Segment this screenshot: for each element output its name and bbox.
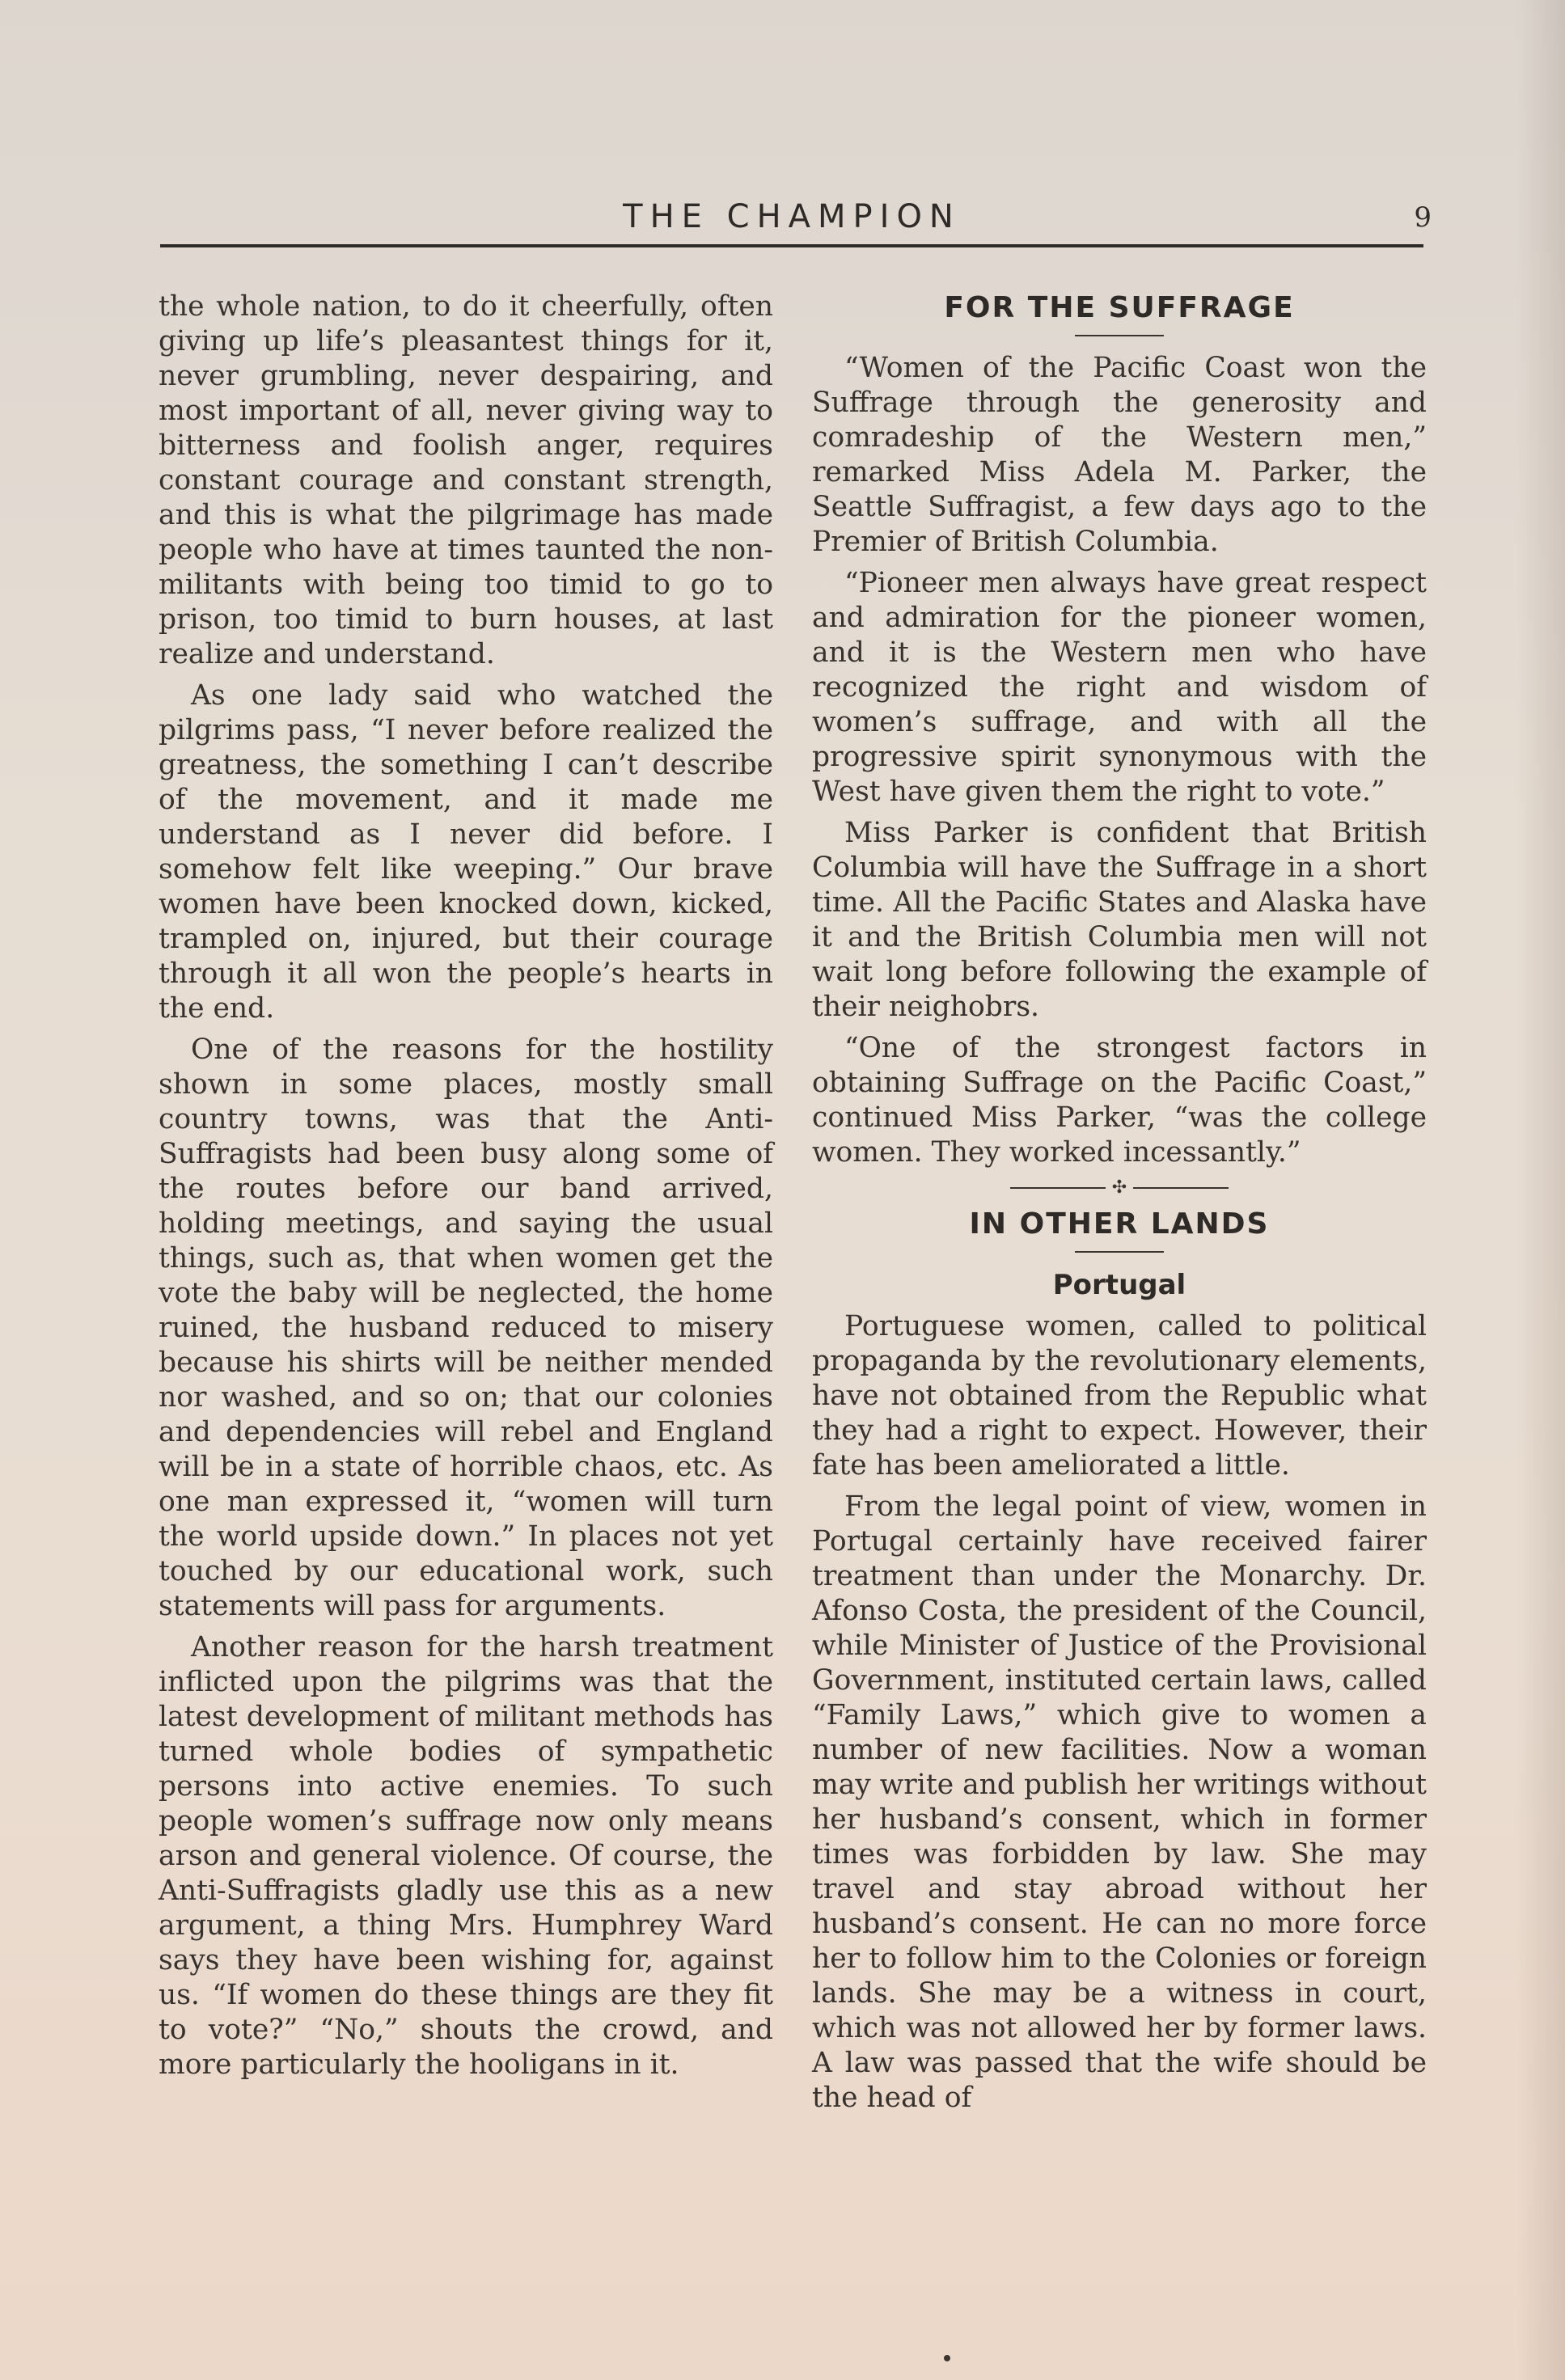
suffrage-paragraph-1: “Women of the Pacific Coast won the Suffrage through the generosity and comradeship of the Western men,” remarked Miss Adela M. Parker, the Seattle Suffragist, a few days ago to the Premier of British Columbia. <box>812 352 1427 558</box>
suffrage-heading: FOR THE SUFFRAGE <box>944 291 1295 324</box>
suffrage-heading-rule <box>1075 335 1164 336</box>
left-paragraph-2: As one lady said who watched the pilgrims pass, “I never before realized the greatness, the something I can’t describe of the movement, and it made me understand as I never did before. I somehow felt like weeping.” Our brave women have been knocked down, kicked, trampled on, injured, but their courage through it all won the people’s hearts in the end. <box>159 679 773 1025</box>
portugal-paragraph-1: Portuguese women, called to political propaganda by the revolutionary elements, have not obtained from the Republic what they had a right to expect. However, their fate has been ameliorated a little. <box>812 1310 1427 1482</box>
portugal-paragraph-2: From the legal point of view, women in Portugal certainly have received fairer treatment than under the Monarchy. Dr. Afonso Costa, the president of the Council, while Minister of Justice of the Provisional Government, instituted certain laws, called “Family Laws,” which give to women a number of new facilities. Now a woman may write and publish her writings without her husband’s consent, which in former times was forbidden by law. She may travel and stay abroad without her husband’s consent. He can no more force her to follow him to the Colonies or foreign lands. She may be a witness in court, which was not allowed her by former laws. A law was passed that the wife should be the head of <box>812 1490 1427 2114</box>
suffrage-paragraph-4: “One of the strongest factors in obtaining Suffrage on the Pacific Coast,” continued Miss Parker, “was the college women. They worked incessantly.” <box>812 1032 1427 1169</box>
header-rule <box>160 244 1423 247</box>
right-column <box>812 290 1427 2122</box>
portugal-subheading: Portugal <box>1052 1269 1186 1301</box>
section-divider-ornament: ✣ <box>1010 1178 1229 1198</box>
left-paragraph-1: the whole nation, to do it cheerfully, often giving up life’s pleasantest things for it, never grumbling, never despairing, and most important of all, never giving way to bitterness and foolish anger, requires constant courage and constant strength, and this is what the pilgrimage has made people who have at times taunted the non-militants with being too timid to go to prison, too timid to burn houses, at last realize and understand. <box>159 290 773 670</box>
other-lands-heading: IN OTHER LANDS <box>969 1207 1270 1241</box>
suffrage-paragraph-3: Miss Parker is confident that British Columbia will have the Suffrage in a short time. All the Pacific States and Alaska have it and the British Columbia men will not wait long before following the example of their neighobrs. <box>812 817 1427 1023</box>
left-paragraph-4: Another reason for the harsh treatment inflicted upon the pilgrims was that the latest development of militant methods has turned whole bodies of sympathetic persons into active enemies. To such people women’s suffrage now only means arson and general violence. Of course, the Anti-Suffragists gladly use this as a new argument, a thing Mrs. Humphrey Ward says they have been wishing for, against us. “If women do these things are they fit to vote?” “No,” shouts the crowd, and more particularly the hooligans in it. <box>159 1631 773 2081</box>
other-lands-heading-rule <box>1075 1251 1164 1253</box>
left-paragraph-3: One of the reasons for the hostility shown in some places, mostly small country towns, was that the Anti-Suffragists had been busy along some of the routes before our band arrived, holding meetings, and saying the usual things, such as, that when women get the vote the baby will be neglected, the home ruined, the husband reduced to misery because his shirts will be neither mended nor washed, and so on; that our colonies and dependencies will rebel and England will be in a state of horrible chaos, etc. As one man expressed it, “women will turn the world upside down.” In places not yet touched by our educational work, such statements will pass for arguments. <box>159 1034 773 1622</box>
left-column <box>159 290 773 2089</box>
suffrage-paragraph-2: “Pioneer men always have great respect and admiration for the pioneer women, and it is the Western men who have recognized the right and wisdom of women’s suffrage, and with all the progressive spirit synonymous with the West have given them the right to vote.” <box>812 567 1427 808</box>
page-number: 9 <box>1414 201 1432 234</box>
print-speck <box>944 2355 950 2361</box>
running-head-title: THE CHAMPION <box>623 198 961 235</box>
